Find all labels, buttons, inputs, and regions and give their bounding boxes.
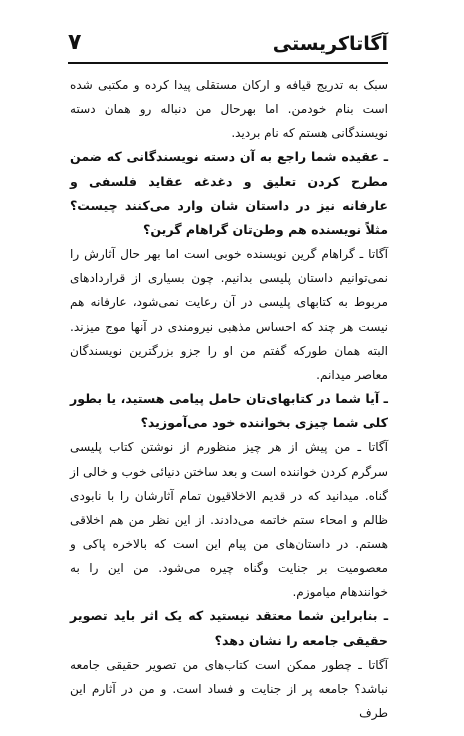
page-number: ۷ bbox=[68, 30, 82, 55]
answer-paragraph: سبک به تدریج قیافه و ارکان مستقلی پیدا کرده و مکتبی شده است بنام خودمن. اما بهرحال من دنباله رو همان دسته نویسندگانی هستم که نام بردید. bbox=[70, 78, 388, 141]
body-text bbox=[70, 73, 388, 725]
running-title: آگاتاکریستی bbox=[272, 33, 388, 55]
running-header bbox=[68, 28, 388, 64]
answer-paragraph: آگاتا ـ من پیش از هر چیز منظورم از نوشتن کتاب پلیسی سرگرم کردن خواننده است و بعد ساختن دنیائی خوب و خالی از گناه. میدانید که در قدیم الاخلاقیون تمام آثارشان را با نابودی ظالم و امحاء ستم خاتمه می‌دادند. از این نظر من هم اخلاقی هستم. در داستان‌های من پیام این است که بالاخره پاکی و معصومیت بر جنایت وگناه چیره می‌شود. من این را به خوانندهام میاموزم. bbox=[69, 440, 388, 600]
header-rule bbox=[68, 62, 388, 64]
question-paragraph: ـ آیا شما در کتابهای‌تان حامل پیامی هستید، یا بطور کلی شما چیزی بخواننده خود می‌آموزید؟ bbox=[70, 391, 388, 431]
answer-paragraph: آگاتا ـ گراهام گرین نویسنده خوبی است اما بهر حال آثارش را نمی‌توانیم داستان پلیسی بدانیم. چون بسیاری از قراردادهای مربوط به کتابهای پلیسی در آن رعایت نمی‌شود، عارفانه هم نیست هر چند که احساس مذهبی نیرومندی در آنها موج میزند. البته همان طورکه گفتم من او را جزو بزرگترین نویسندگان معاصر میدانم. bbox=[70, 247, 388, 382]
answer-paragraph: آگاتا ـ چطور ممکن است کتاب‌های من تصویر حقیقی جامعه نباشد؟ جامعه پر از جنایت و فساد است. و من در آثارم این طرف bbox=[70, 657, 388, 721]
question-paragraph: ـ عقیده شما راجع به آن دسته نویسندگانی که ضمن مطرح کردن تعلیق و دغدغه عقاید فلسفی و عارفانه نیز در داستان شان وارد می‌کنند چیست؟ مثلاً نویسنده هم وطن‌تان گراهام گرین؟ bbox=[70, 149, 388, 237]
question-paragraph: ـ بنابراین شما معتقد نیستید که یک اثر باید تصویر حقیقی جامعه را نشان دهد؟ bbox=[70, 608, 388, 648]
